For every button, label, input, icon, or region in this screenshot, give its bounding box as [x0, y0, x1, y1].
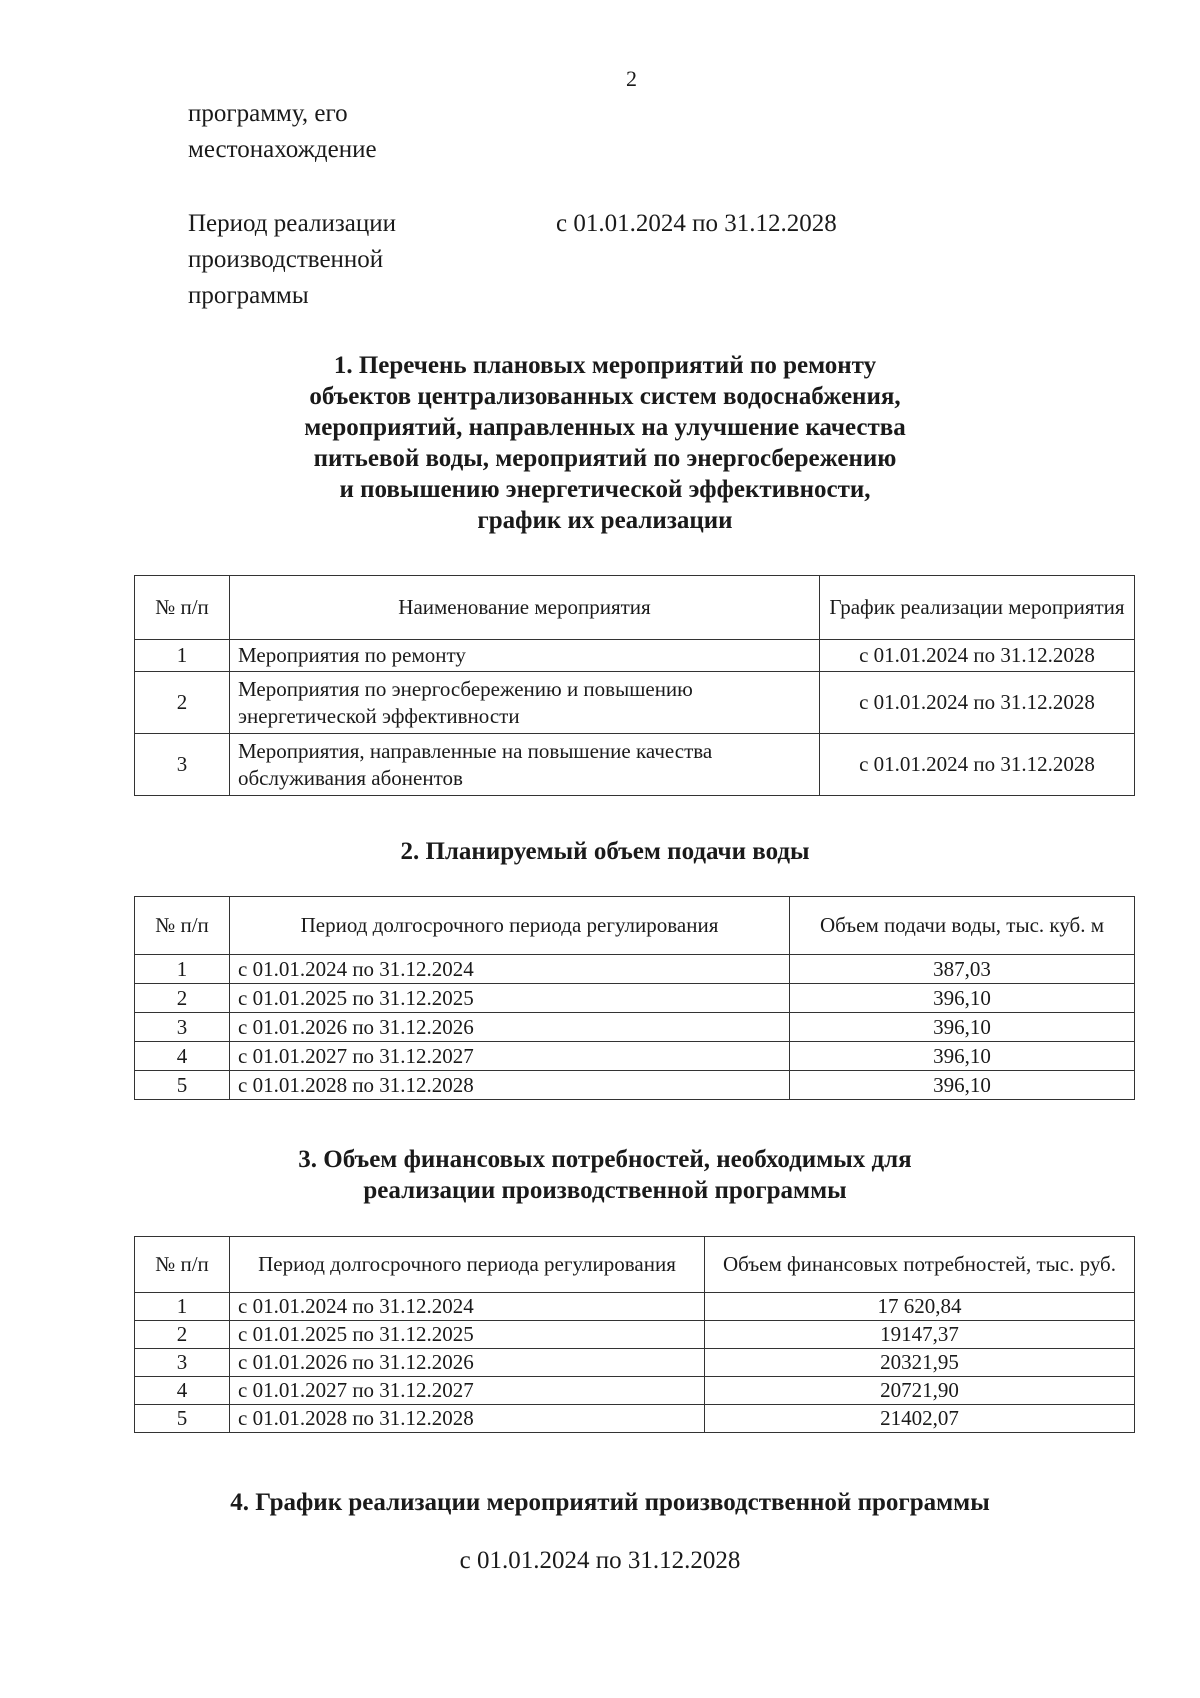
intro-label: [188, 96, 488, 168]
period-cell: с 01.01.2027 по 31.12.2027: [230, 1377, 705, 1405]
header-cell: № п/п: [135, 576, 230, 640]
row-number: 3: [135, 1013, 230, 1042]
row-number: 5: [135, 1405, 230, 1433]
period-cell: с 01.01.2025 по 31.12.2025: [230, 984, 790, 1013]
section4-date-range: с 01.01.2024 по 31.12.2028: [459, 1547, 741, 1574]
section3-title-line: реализации производственной программы: [363, 1177, 847, 1204]
table-row: [135, 1405, 1135, 1433]
activity-name: Мероприятия, направленные на повышение качества обслуживания абонентов: [230, 734, 820, 796]
volume-cell: 396,10: [790, 1013, 1135, 1042]
table-header-row: [135, 1237, 1135, 1293]
intro-label-line: программу, его: [188, 100, 348, 127]
finance-cell: 20721,90: [705, 1377, 1135, 1405]
header-cell: Объем финансовых потребностей, тыс. руб.: [705, 1237, 1135, 1293]
table-row: [135, 1071, 1135, 1100]
table-header-row: [135, 897, 1135, 955]
period-label-line: производственной: [188, 246, 384, 273]
finance-cell: 21402,07: [705, 1405, 1135, 1433]
section1-title-line: объектов централизованных систем водоснабжения,: [309, 383, 901, 410]
section1-title-line: питьевой воды, мероприятий по энергосбережению: [313, 445, 897, 472]
row-number: 1: [135, 640, 230, 672]
section2-title: 2. Планируемый объем подачи воды: [400, 838, 810, 865]
period-cell: с 01.01.2028 по 31.12.2028: [230, 1071, 790, 1100]
volume-cell: 396,10: [790, 984, 1135, 1013]
activity-name: Мероприятия по энергосбережению и повышению энергетической эффективности: [230, 672, 820, 734]
water-supply-table: [134, 896, 1135, 1100]
table-row: [135, 955, 1135, 984]
row-number: 3: [135, 734, 230, 796]
page-number: 2: [626, 66, 637, 91]
period-label-line: Период реализации: [188, 210, 396, 237]
row-number: 4: [135, 1377, 230, 1405]
header-cell: № п/п: [135, 1237, 230, 1293]
finance-cell: 17 620,84: [705, 1293, 1135, 1321]
row-number: 4: [135, 1042, 230, 1071]
financial-needs-table: [134, 1236, 1135, 1433]
activity-schedule: с 01.01.2024 по 31.12.2028: [820, 734, 1135, 796]
activity-schedule: с 01.01.2024 по 31.12.2028: [820, 672, 1135, 734]
table-row: [135, 1013, 1135, 1042]
section3-title: [180, 1144, 1030, 1206]
section1-title-line: и повышению энергетической эффективности,: [339, 476, 871, 503]
finance-cell: 20321,95: [705, 1349, 1135, 1377]
period-label: [188, 206, 488, 314]
table-row: [135, 672, 1135, 734]
period-cell: с 01.01.2026 по 31.12.2026: [230, 1349, 705, 1377]
section4-title: 4. График реализации мероприятий производственной программы: [230, 1489, 990, 1516]
table-row: [135, 1349, 1135, 1377]
activity-name: Мероприятия по ремонту: [230, 640, 820, 672]
table-row: [135, 734, 1135, 796]
volume-cell: 387,03: [790, 955, 1135, 984]
row-number: 3: [135, 1349, 230, 1377]
table-header-row: [135, 576, 1135, 640]
table-row: [135, 640, 1135, 672]
row-number: 5: [135, 1071, 230, 1100]
table-row: [135, 1377, 1135, 1405]
row-number: 2: [135, 672, 230, 734]
row-number: 2: [135, 984, 230, 1013]
row-number: 1: [135, 955, 230, 984]
period-cell: с 01.01.2024 по 31.12.2024: [230, 955, 790, 984]
period-value: с 01.01.2024 по 31.12.2028: [556, 210, 837, 237]
intro-label-line: местонахождение: [188, 136, 377, 163]
volume-cell: 396,10: [790, 1042, 1135, 1071]
table-row: [135, 1042, 1135, 1071]
header-cell: Период долгосрочного периода регулирования: [230, 897, 790, 955]
row-number: 2: [135, 1321, 230, 1349]
activity-schedule: с 01.01.2024 по 31.12.2028: [820, 640, 1135, 672]
period-cell: с 01.01.2028 по 31.12.2028: [230, 1405, 705, 1433]
table-row: [135, 984, 1135, 1013]
activities-table: [134, 575, 1135, 796]
header-cell: График реализации мероприятия: [820, 576, 1135, 640]
row-number: 1: [135, 1293, 230, 1321]
finance-cell: 19147,37: [705, 1321, 1135, 1349]
section1-title-line: мероприятий, направленных на улучшение качества: [304, 414, 906, 441]
period-cell: с 01.01.2026 по 31.12.2026: [230, 1013, 790, 1042]
header-cell: № п/п: [135, 897, 230, 955]
period-cell: с 01.01.2027 по 31.12.2027: [230, 1042, 790, 1071]
section1-title-line: 1. Перечень плановых мероприятий по ремонту: [333, 352, 877, 379]
header-cell: Объем подачи воды, тыс. куб. м: [790, 897, 1135, 955]
volume-cell: 396,10: [790, 1071, 1135, 1100]
period-label-line: программы: [188, 282, 309, 309]
section1-title: [180, 350, 1030, 536]
header-cell: Период долгосрочного периода регулирования: [230, 1237, 705, 1293]
period-cell: с 01.01.2024 по 31.12.2024: [230, 1293, 705, 1321]
table-row: [135, 1321, 1135, 1349]
period-cell: с 01.01.2025 по 31.12.2025: [230, 1321, 705, 1349]
table-row: [135, 1293, 1135, 1321]
header-cell: Наименование мероприятия: [230, 576, 820, 640]
section3-title-line: 3. Объем финансовых потребностей, необходимых для: [298, 1146, 912, 1173]
section1-title-line: график их реализации: [477, 507, 733, 534]
